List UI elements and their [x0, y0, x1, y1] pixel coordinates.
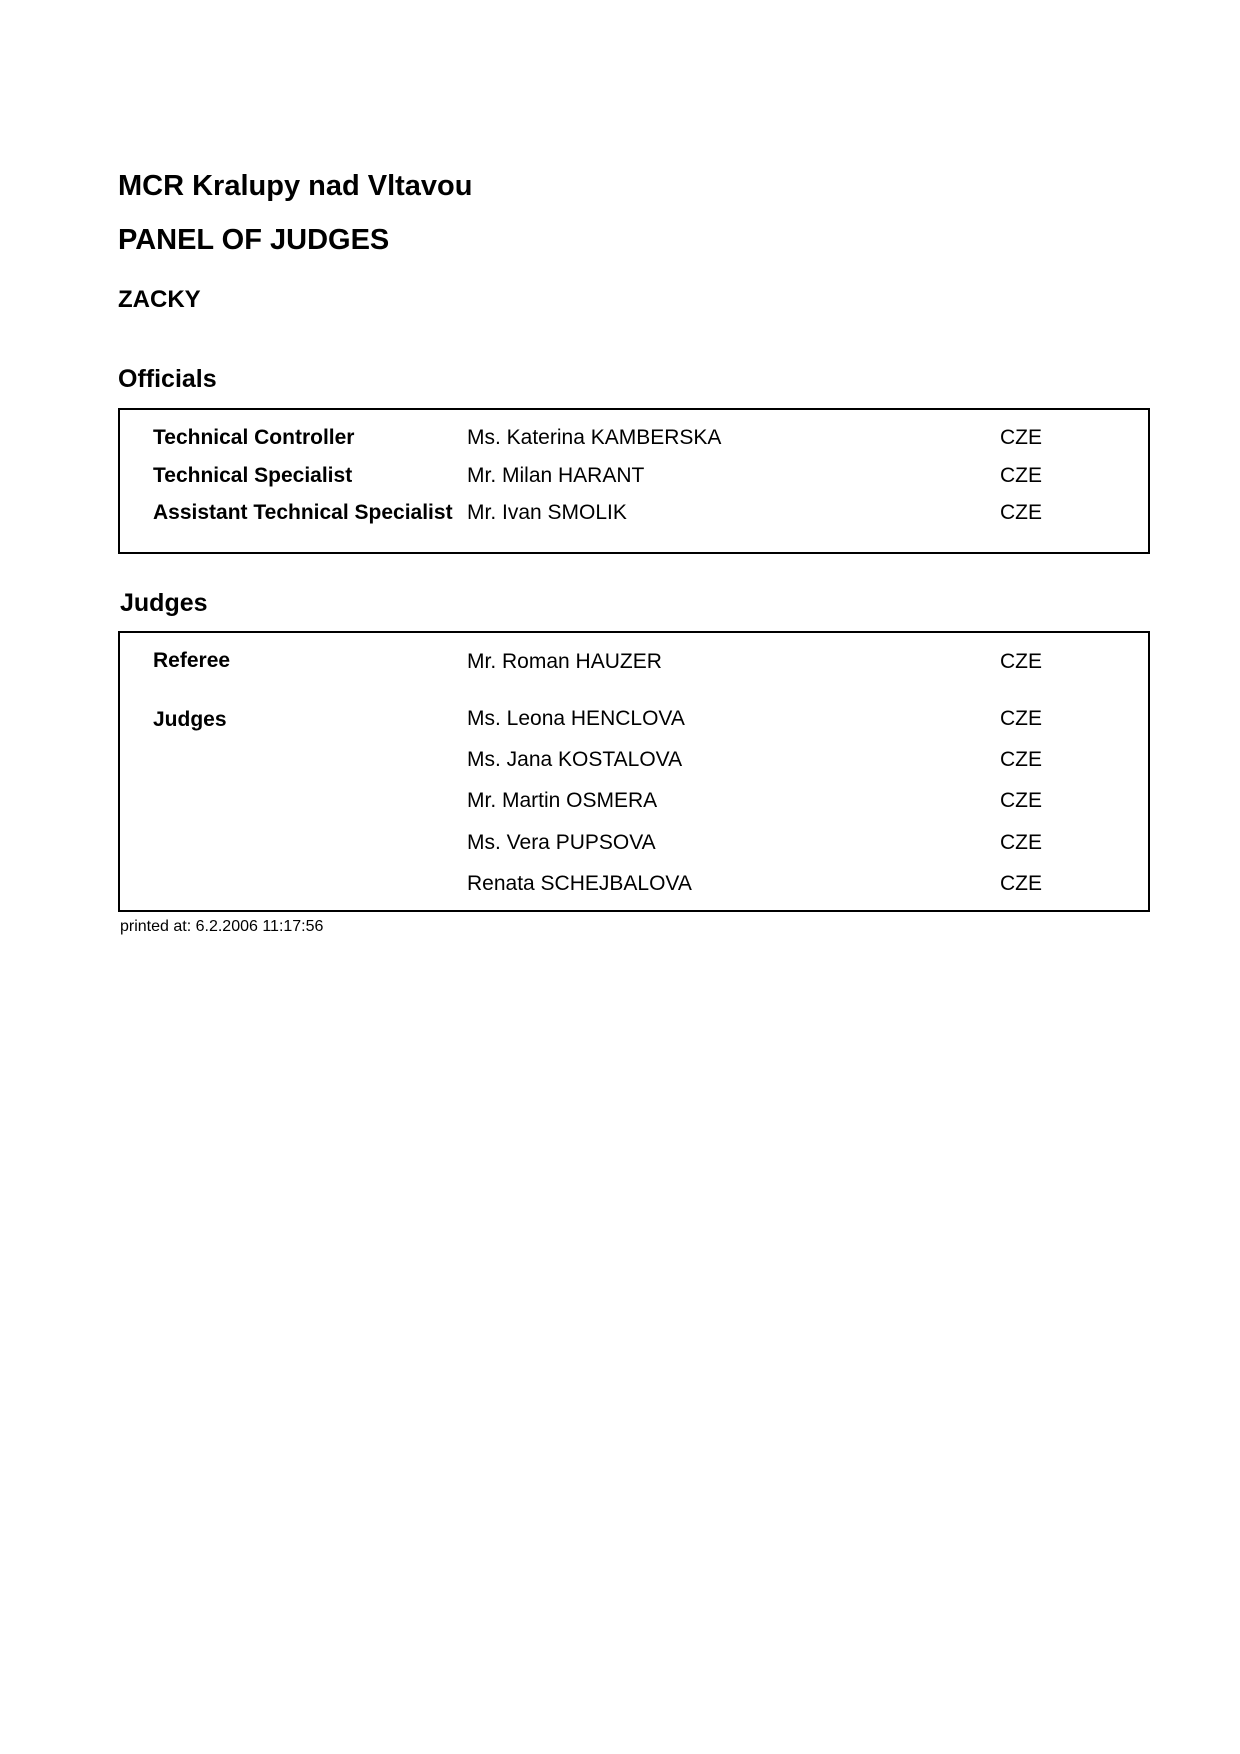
official-name: Ms. Katerina KAMBERSKA	[467, 426, 722, 449]
official-name: Mr. Ivan SMOLIK	[467, 501, 627, 524]
judges-heading: Judges	[120, 589, 208, 617]
page-title: PANEL OF JUDGES	[118, 224, 390, 256]
printed-at: printed at: 6.2.2006 11:17:56	[120, 918, 324, 935]
judge-name: Renata SCHEJBALOVA	[467, 872, 692, 895]
judge-nation: CZE	[1000, 789, 1042, 812]
judge-name: Ms. Jana KOSTALOVA	[467, 748, 683, 771]
event-title: MCR Kralupy nad Vltavou	[118, 170, 473, 202]
category-title: ZACKY	[118, 286, 201, 313]
official-role: Assistant Technical Specialist	[153, 501, 453, 524]
referee-name: Mr. Roman HAUZER	[467, 650, 662, 673]
official-role: Technical Controller	[153, 426, 355, 449]
official-role: Technical Specialist	[153, 464, 353, 487]
judge-nation: CZE	[1000, 707, 1042, 730]
judges-role: Judges	[153, 708, 227, 731]
referee-role: Referee	[153, 649, 231, 672]
referee-nation: CZE	[1000, 650, 1042, 673]
judge-nation: CZE	[1000, 748, 1042, 771]
officials-heading: Officials	[118, 365, 217, 393]
judge-nation: CZE	[1000, 831, 1042, 854]
official-nation: CZE	[1000, 426, 1042, 449]
judge-name: Mr. Martin OSMERA	[467, 789, 658, 812]
judge-name: Ms. Leona HENCLOVA	[467, 707, 685, 730]
official-nation: CZE	[1000, 464, 1042, 487]
official-nation: CZE	[1000, 501, 1042, 524]
judge-name: Ms. Vera PUPSOVA	[467, 831, 656, 854]
judge-nation: CZE	[1000, 872, 1042, 895]
official-name: Mr. Milan HARANT	[467, 464, 645, 487]
